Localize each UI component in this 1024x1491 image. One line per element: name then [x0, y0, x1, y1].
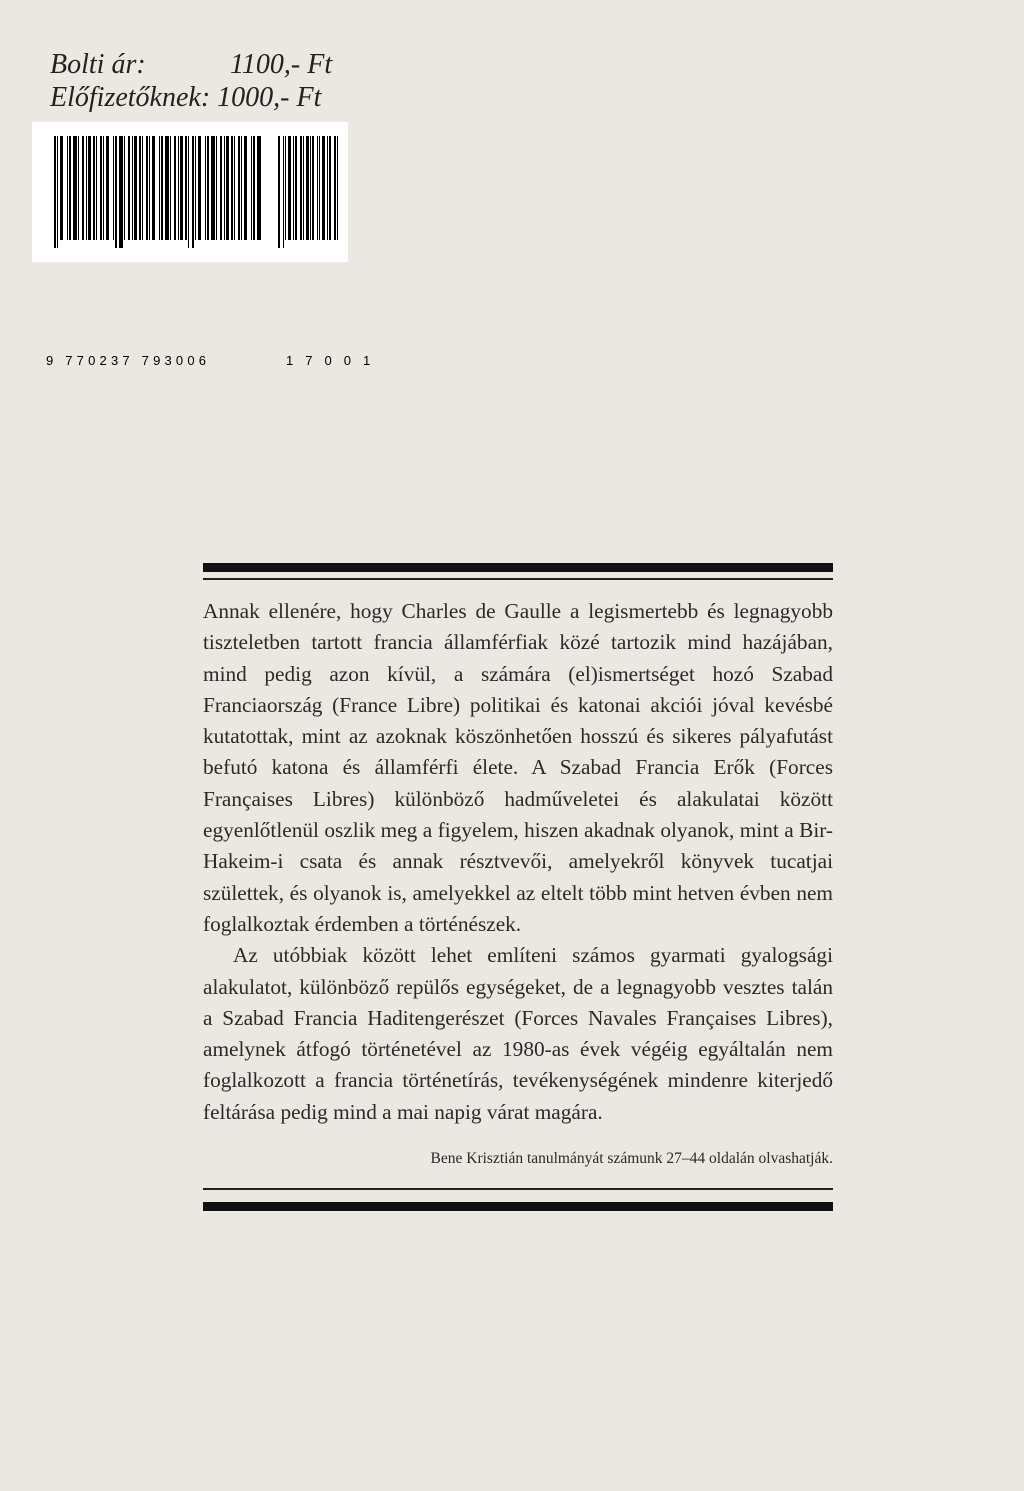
- barcode-bar: [180, 136, 183, 240]
- subscriber-price-label: Előfizetőknek:: [50, 82, 211, 113]
- top-thick-rule: [203, 563, 833, 572]
- barcode-bar: [224, 136, 225, 240]
- barcode-bar: [300, 136, 302, 240]
- barcode-bar: [57, 136, 58, 248]
- bottom-thick-rule: [203, 1202, 833, 1211]
- barcode-bar: [78, 136, 79, 240]
- barcode-bar: [185, 136, 187, 240]
- barcode-bar: [216, 136, 217, 240]
- barcode-bar: [88, 136, 91, 240]
- barcode-bar: [69, 136, 71, 240]
- barcode: [32, 122, 375, 368]
- retail-price-value: 1100,- Ft: [230, 49, 333, 80]
- barcode-bar: [103, 136, 104, 240]
- barcode-bar: [195, 136, 196, 240]
- barcode-bar: [178, 136, 179, 240]
- barcode-bar: [288, 136, 291, 240]
- barcode-bar: [238, 136, 240, 240]
- barcode-bar: [146, 136, 148, 240]
- article-paragraph-2: Az utóbbiak között lehet említeni számos gyarmati gyalogsági alakulatot, különböző repülős egységeket, de a legnagyobb vesztes talán a Szabad Francia Haditengerészet (Forces Navales Françaises Libres), amelynek átfogó történetével az 1980-as évek végéig egyáltalán nem foglalkozott a francia történetírás, tevékenységének mindenre kiterjedő feltárása pedig mind a mai napig várat magára.: [203, 943, 833, 1124]
- barcode-bar: [132, 136, 133, 240]
- barcode-bar: [159, 136, 160, 240]
- barcode-bar: [119, 136, 123, 248]
- barcode-bar: [106, 136, 109, 240]
- barcode-bar: [54, 136, 56, 248]
- barcode-bar: [285, 136, 286, 240]
- barcode-bar: [251, 136, 252, 240]
- barcode-bar: [100, 136, 102, 240]
- article-credit: Bene Krisztián tanulmányát számunk 27–44 oldalán olvashatják.: [430, 1150, 833, 1167]
- barcode-bar: [319, 136, 320, 240]
- barcode-bar: [192, 136, 194, 248]
- barcode-bar: [188, 136, 189, 248]
- barcode-bar: [337, 136, 338, 240]
- barcode-bars: [32, 122, 348, 262]
- barcode-bar: [231, 136, 233, 240]
- barcode-bar: [310, 136, 311, 240]
- barcode-bar: [142, 136, 143, 240]
- barcode-bar: [334, 136, 336, 240]
- barcode-bar: [170, 136, 171, 240]
- barcode-bar: [220, 136, 222, 240]
- barcode-bar: [161, 136, 163, 240]
- barcode-bar: [198, 136, 201, 240]
- barcode-bar: [303, 136, 304, 240]
- subscriber-price-row: [50, 81, 332, 114]
- article-text: [203, 596, 833, 1128]
- barcode-bar: [149, 136, 150, 240]
- barcode-bar: [73, 136, 77, 240]
- barcode-bar: [317, 136, 318, 240]
- barcode-bar: [257, 136, 261, 240]
- barcode-bar: [329, 136, 331, 240]
- barcode-bar: [295, 136, 297, 240]
- barcode-bar: [211, 136, 215, 240]
- barcode-bar: [67, 136, 68, 240]
- barcode-bar: [139, 136, 141, 240]
- barcode-bar: [115, 136, 117, 248]
- barcode-bar: [207, 136, 209, 240]
- barcode-bar: [327, 136, 328, 240]
- barcode-bar: [253, 136, 255, 240]
- top-thin-rule: [203, 578, 833, 580]
- barcode-bar: [93, 136, 95, 240]
- barcode-bar: [234, 136, 235, 240]
- retail-price-row: [50, 48, 332, 81]
- barcode-bar: [152, 136, 155, 240]
- barcode-bar: [174, 136, 176, 240]
- bottom-thin-rule: [203, 1188, 833, 1190]
- barcode-bar: [312, 136, 314, 240]
- barcode-bar: [205, 136, 206, 240]
- retail-price-label: Bolti ár:: [50, 49, 146, 80]
- barcode-bar: [86, 136, 87, 240]
- barcode-bar: [306, 136, 309, 240]
- barcode-bar: [113, 136, 114, 240]
- barcode-bar: [124, 136, 125, 240]
- barcode-bar: [165, 136, 169, 240]
- subscriber-price-value: 1000,- Ft: [217, 82, 322, 113]
- barcode-bar: [241, 136, 242, 240]
- barcode-bar: [244, 136, 247, 240]
- barcode-bar: [60, 136, 63, 240]
- barcode-bar: [82, 136, 84, 240]
- price-block: [50, 48, 332, 114]
- barcode-bar: [226, 136, 229, 240]
- article-paragraph-1: Annak ellenére, hogy Charles de Gaulle a legismertebb és legnagyobb tiszteletben tartott francia államférfiak közé tartozik mind hazájában, mind pedig azon kívül, a számára (el)ismertséget hozó Szabad Franciaország (France Libre) politikai és katonai akciói jóval kevésbé kutatottak, mint az azoknak köszönhetően hosszú és sikeres pályafutást befutó katona és államférfi élete. A Szabad Francia Erők (Forces Françaises Libres) különböző hadműveletei és alakulatai között egyenlőtlenül oszlik meg a figyelem, hiszen akadnak olyanok, mint a Bir-Hakeim-i csata és annak résztvevői, amelyekről könyvek tucatjai születtek, és olyanok is, amelyekkel az eltelt több mint hetven évben nem foglalkoztak érdemben a történészek.: [203, 599, 833, 936]
- barcode-bar: [96, 136, 97, 240]
- barcode-main-digits: 9 770237 793006: [46, 353, 211, 368]
- barcode-bar: [283, 136, 284, 248]
- barcode-bar: [278, 136, 280, 248]
- barcode-bar: [128, 136, 130, 240]
- barcode-bar: [293, 136, 294, 240]
- barcode-bar: [322, 136, 325, 240]
- barcode-bar: [134, 136, 137, 240]
- barcode-addon-digits: 1 7 0 0 1: [286, 353, 375, 368]
